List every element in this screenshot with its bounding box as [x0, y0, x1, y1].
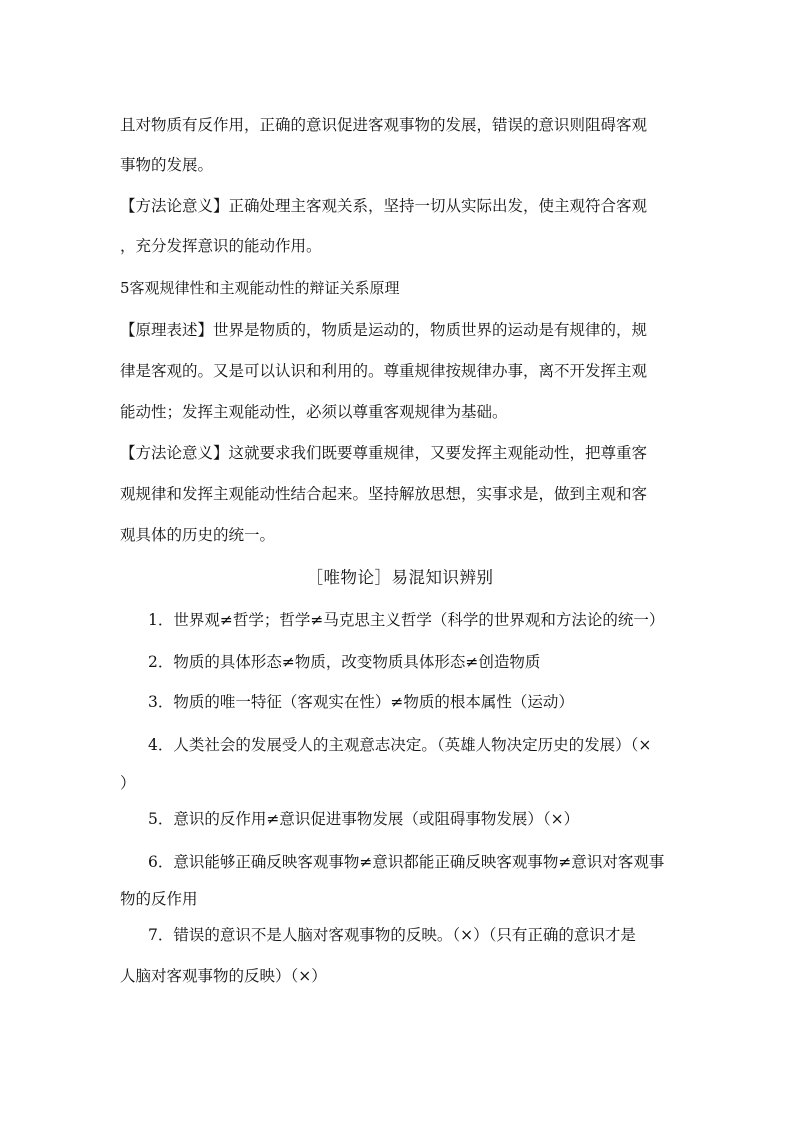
list-item-1: 1．世界观≠哲学；哲学≠马克思主义哲学（科学的世界观和方法论的统一） — [148, 611, 665, 629]
list-item-7-line1: 7．错误的意识不是人脑对客观事物的反映。（×）（只有正确的意识才是 — [148, 926, 636, 944]
para4-line2: 观规律和发挥主观能动性结合起来。坚持解放思想，实事求是，做到主观和客 — [120, 485, 648, 503]
para1-line1: 且对物质有反作用，正确的意识促进客观事物的发展，错误的意识则阻碍客观 — [120, 116, 648, 134]
list-item-6-line2: 物的反作用 — [120, 890, 198, 908]
para4-line3: 观具体的历史的统一。 — [120, 526, 276, 544]
list-item-5: 5．意识的反作用≠意识促进事物发展（或阻碍事物发展）（×） — [148, 810, 580, 828]
para3-line1: 【原理表述】世界是物质的，物质是运动的，物质世界的运动是有规律的，规 — [120, 321, 648, 339]
para2-line2: ，充分发挥意识的能动作用。 — [120, 237, 322, 255]
list-item-4-line1: 4．人类社会的发展受人的主观意志决定。（英雄人物决定历史的发展）（× — [148, 736, 652, 754]
section-title: ［唯物论］易混知识辨别 — [306, 568, 494, 587]
list-item-6-line1: 6．意识能够正确反映客观事物≠意识都能正确反映客观事物≠意识对客观事 — [148, 853, 665, 871]
list-item-2: 2．物质的具体形态≠物质，改变物质具体形态≠创造物质 — [148, 653, 541, 671]
para1-line2: 事物的发展。 — [120, 156, 214, 174]
para4-line1: 【方法论意义】这就要求我们既要尊重规律，又要发挥主观能动性，把尊重客 — [120, 444, 648, 462]
list-item-4-line2: ） — [120, 774, 136, 792]
para3-line3: 能动性；发挥主观能动性，必须以尊重客观规律为基础。 — [120, 403, 508, 421]
list-item-3: 3．物质的唯一特征（客观实在性）≠物质的根本属性（运动） — [148, 693, 574, 711]
para3-line2: 律是客观的。又是可以认识和利用的。尊重规律按规律办事，离不开发挥主观 — [120, 362, 648, 380]
heading-5: 5客观规律性和主观能动性的辩证关系原理 — [120, 279, 400, 297]
para2-line1: 【方法论意义】正确处理主客观关系，坚持一切从实际出发，使主观符合客观 — [120, 197, 648, 215]
list-item-7-line2: 人脑对客观事物的反映）（×） — [120, 967, 327, 985]
